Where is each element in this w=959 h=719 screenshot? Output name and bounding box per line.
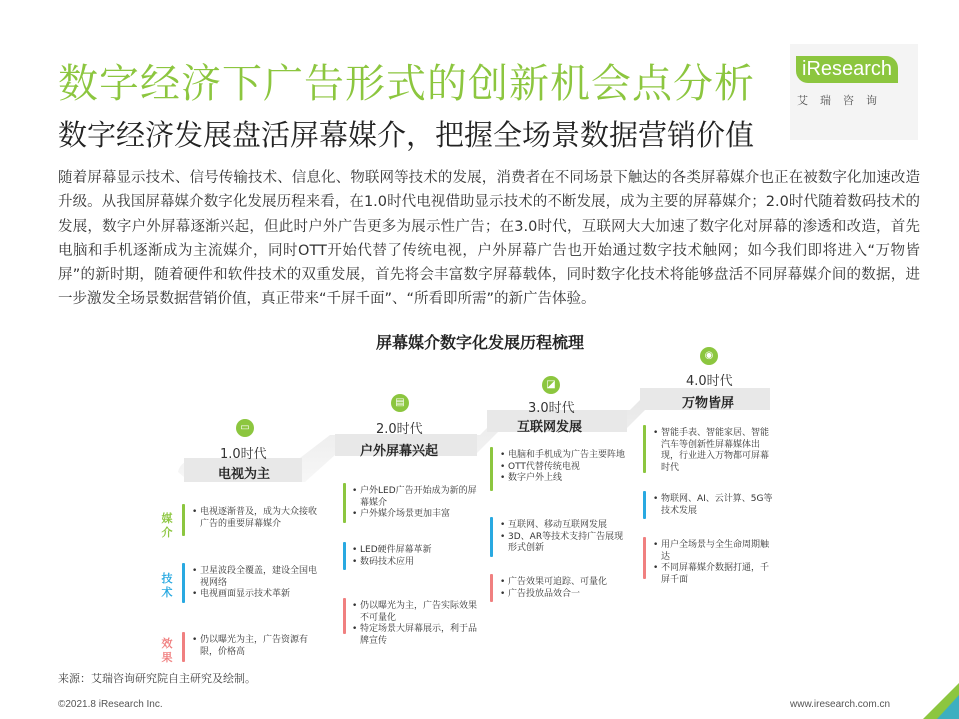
list-item: • 广告效果可追踪、可量化 bbox=[500, 577, 625, 589]
era-3-tech-bar bbox=[490, 517, 493, 557]
list-item: • 仍以曝光为主，广告实际效果不可量化 bbox=[352, 601, 477, 624]
list-item: • 不同屏幕媒介数据打通，千屏千面 bbox=[653, 563, 775, 586]
era-1-tech-bar bbox=[182, 563, 185, 603]
era-1-tech-list bbox=[192, 566, 317, 601]
era-2-name: 户外屏幕兴起 bbox=[360, 444, 439, 459]
era-4-tech-list bbox=[653, 494, 775, 517]
era-1-media-bar bbox=[182, 504, 185, 536]
page-number: 5 bbox=[930, 693, 938, 709]
list-item: • 户外媒介场景更加丰富 bbox=[352, 509, 477, 521]
era-2-label: 2.0时代 bbox=[376, 422, 423, 437]
list-item: • 用户全场景与全生命周期触达 bbox=[653, 540, 775, 563]
era-2-effect-bar bbox=[343, 598, 346, 634]
list-item: • 电视画面显示技术革新 bbox=[192, 589, 317, 601]
list-item: • LED硬件屏幕革新 bbox=[352, 545, 477, 557]
list-item: • 广告投放品效合一 bbox=[500, 589, 625, 601]
era-4-effect-list bbox=[653, 540, 775, 586]
page-title: 数字经济下广告形式的创新机会点分析 bbox=[58, 61, 755, 107]
era-3-media-bar bbox=[490, 447, 493, 491]
list-item: • 仍以曝光为主，广告资源有限，价格高 bbox=[192, 635, 317, 658]
list-item: • 卫星波段全覆盖，建设全国电视网络 bbox=[192, 566, 317, 589]
era-3-effect-list bbox=[500, 577, 625, 600]
era-3-effect-bar bbox=[490, 574, 493, 602]
computer-icon: ◪ bbox=[542, 376, 560, 394]
era-2-tech-list bbox=[352, 545, 477, 568]
list-item: • OTT代替传统电视 bbox=[500, 462, 625, 474]
era-1-name: 电视为主 bbox=[218, 467, 271, 482]
billboard-icon: ▤ bbox=[391, 394, 409, 412]
list-item: • 互联网、移动互联网发展 bbox=[500, 520, 625, 532]
intro-paragraph: 随着屏幕显示技术、信号传输技术、信息化、物联网等技术的发展，消费者在不同场景下触达的各类屏幕媒介也正在被数字化加速改造升级。从我国屏幕媒介数字化发展历程来看，在1.0时代电视借助显示技术的不断发展，成为主要的屏幕媒介；2.0时代随着数码技术的发展，数字户外屏幕逐渐兴起，但此时户外广告更多为展示性广告；在3.0时代，互联网大大加速了数字化对屏幕的渗透和改造，首先电脑和手机逐渐成为主流媒介，同时OTT开始代替了传统电视，户外屏幕广告也开始通过数字技术触网；如今我们即将进入“万物皆屏”的新时期，随着硬件和软件技术的双重发展，首先将会丰富数字屏幕载体，同时数字化技术将能够盘活不同屏幕媒介间的数据，进一步激发全场景数据营销价值，真正带来“千屏千面”、“所看即所需”的新广告体验。 bbox=[58, 170, 920, 308]
list-item: • 物联网、AI、云计算、5G等技术发展 bbox=[653, 494, 775, 517]
row-label-media: 媒介 bbox=[161, 512, 173, 539]
era-2-media-bar bbox=[343, 483, 346, 523]
row-label-tech: 技术 bbox=[161, 572, 173, 599]
corner-decoration bbox=[923, 683, 959, 719]
era-2-tech-bar bbox=[343, 542, 346, 570]
era-4-media-bar bbox=[643, 425, 646, 473]
era-3-media-list bbox=[500, 450, 625, 485]
era-2-media-list bbox=[352, 486, 477, 521]
era-4-effect-bar bbox=[643, 537, 646, 579]
era-3-label: 3.0时代 bbox=[528, 401, 575, 416]
iresearch-logo: iResearch bbox=[796, 56, 898, 83]
era-1-label: 1.0时代 bbox=[220, 447, 267, 462]
list-item: • 数字户外上线 bbox=[500, 473, 625, 485]
list-item: • 户外LED广告开始成为新的屏幕媒介 bbox=[352, 486, 477, 509]
era-4-label: 4.0时代 bbox=[686, 374, 733, 389]
tv-icon: ▭ bbox=[236, 419, 254, 437]
list-item: • 智能手表、智能家居、智能汽车等创新性屏幕媒体出现，行业进入万物都可屏幕时代 bbox=[653, 428, 775, 474]
source-note: 来源：艾瑞咨询研究院自主研究及绘制。 bbox=[58, 672, 256, 685]
list-item: • 特定场景大屏幕展示，利于品牌宣传 bbox=[352, 624, 477, 647]
list-item: • 电脑和手机成为广告主要阵地 bbox=[500, 450, 625, 462]
list-item: • 3D、AR等技术支持广告展现形式创新 bbox=[500, 532, 625, 555]
era-2-effect-list bbox=[352, 601, 477, 647]
era-4-name: 万物皆屏 bbox=[682, 396, 735, 411]
list-item: • 电视逐渐普及，成为大众接收广告的重要屏幕媒介 bbox=[192, 507, 322, 530]
era-3-tech-list bbox=[500, 520, 625, 555]
copyright: ©2021.8 iResearch Inc. bbox=[58, 699, 163, 710]
iot-signal-icon: ◉ bbox=[700, 347, 718, 365]
era-1-effect-list bbox=[192, 635, 317, 658]
list-item: • 数码技术应用 bbox=[352, 557, 477, 569]
era-1-effect-bar bbox=[182, 632, 185, 662]
diagram-title: 屏幕媒介数字化发展历程梳理 bbox=[375, 333, 584, 352]
era-1-media-list bbox=[192, 507, 322, 530]
row-label-effect: 效果 bbox=[161, 637, 173, 664]
page-subtitle: 数字经济发展盘活屏幕媒介，把握全场景数据营销价值 bbox=[58, 118, 755, 152]
logo-chinese-name: 艾瑞咨询 bbox=[797, 94, 889, 107]
era-4-media-list bbox=[653, 428, 775, 474]
era-4-tech-bar bbox=[643, 491, 646, 519]
website-url[interactable]: www.iresearch.com.cn bbox=[790, 699, 891, 710]
era-3-name: 互联网发展 bbox=[517, 420, 583, 435]
